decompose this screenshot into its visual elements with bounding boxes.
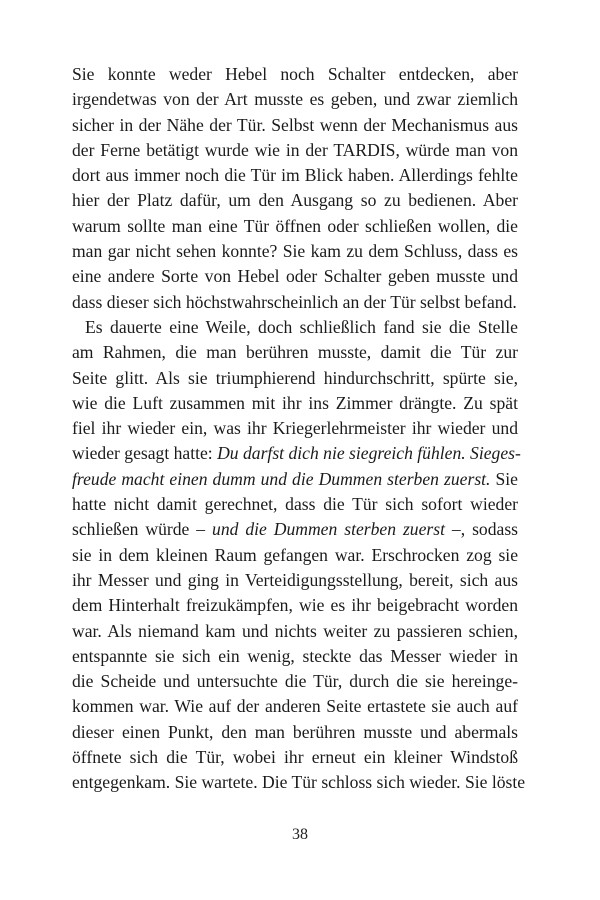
text-segment: entspannte sie sich ein wenig, steckte das Messer wieder in	[72, 645, 518, 666]
text-line	[72, 593, 518, 618]
text-line	[72, 340, 518, 365]
italic-text: und die Dummen sterben zuerst	[212, 519, 445, 540]
text-segment: man gar nicht sehen konnte? Sie kam zu dem Schluss, dass es	[72, 241, 518, 262]
italic-text: Du darfst dich nie siegreich fühlen. Sieges-	[217, 443, 521, 464]
text-segment: Es dauerte eine Weile, doch schließlich fand sie die Stelle	[85, 316, 518, 337]
text-line	[72, 214, 518, 239]
text-line	[72, 568, 518, 593]
text-line	[72, 87, 518, 112]
text-line	[72, 669, 518, 694]
text-segment: öffnete sich die Tür, wobei ihr erneut ein kleiner Windstoß	[72, 747, 518, 768]
text-segment: Sie konnte weder Hebel noch Schalter entdecken, aber	[72, 64, 518, 84]
text-line	[72, 239, 518, 264]
text-segment: –, sodass	[445, 519, 519, 540]
text-segment: wieder gesagt hatte:	[72, 443, 218, 464]
text-segment: hatte nicht damit gerechnet, dass die Tür sich sofort wieder	[72, 494, 518, 515]
body-text	[72, 62, 526, 796]
text-line	[72, 492, 518, 517]
text-segment: schließen würde –	[72, 519, 213, 540]
text-segment: sicher in der Nähe der Tür. Selbst wenn der Mechanismus aus	[72, 114, 518, 135]
text-segment: der Ferne betätigt wurde wie in der TARDIS, würde man von	[72, 139, 518, 160]
text-line	[72, 62, 518, 87]
text-segment: die Scheide und untersuchte die Tür, durch die sie hereinge-	[72, 671, 518, 692]
text-line	[72, 543, 518, 568]
text-segment: eine andere Sorte von Hebel oder Schalter geben musste und	[72, 266, 518, 287]
text-segment: dort aus immer noch die Tür im Blick haben. Allerdings fehlte	[72, 165, 518, 186]
page-number: 38	[292, 826, 308, 843]
text-line	[72, 113, 518, 138]
text-segment: fiel ihr wieder ein, was ihr Kriegerlehrmeister ihr wieder und	[72, 418, 518, 439]
text-line	[72, 441, 521, 466]
text-segment: dieser einen Punkt, den man berühren musste und abermals	[72, 721, 518, 742]
text-segment: war. Als niemand kam und nichts weiter zu passieren schien,	[72, 620, 518, 641]
text-line	[72, 163, 518, 188]
text-line	[72, 644, 518, 669]
text-line	[72, 619, 518, 644]
text-line	[72, 391, 518, 416]
italic-text: freude macht einen dumm und die Dummen sterben zuerst.	[72, 468, 491, 489]
text-segment: wie die Luft zusammen mit ihr ins Zimmer drängte. Zu spät	[72, 392, 518, 413]
text-line	[72, 366, 518, 391]
text-segment: dass dieser sich höchstwahrscheinlich an der Tür selbst befand.	[72, 291, 517, 312]
text-line	[72, 315, 518, 340]
text-segment: Sie	[490, 468, 518, 489]
text-segment: irgendetwas von der Art musste es geben, und zwar ziemlich	[72, 89, 518, 110]
text-segment: entgegenkam. Sie wartete. Die Tür schloss sich wieder. Sie löste	[72, 772, 526, 793]
text-line	[72, 138, 518, 163]
text-line	[72, 467, 518, 492]
text-segment: kommen war. Wie auf der anderen Seite ertastete sie auch auf	[72, 696, 518, 717]
text-segment: Seite glitt. Als sie triumphierend hindurchschritt, spürte sie,	[72, 367, 518, 388]
text-line	[72, 745, 518, 770]
text-segment: ihr Messer und ging in Verteidigungsstellung, bereit, sich aus	[72, 569, 518, 590]
text-line	[72, 264, 518, 289]
text-line	[72, 290, 518, 315]
text-line	[72, 188, 518, 213]
text-segment: am Rahmen, die man berühren musste, damit die Tür zur	[72, 342, 518, 363]
text-line	[72, 770, 526, 795]
text-line	[72, 694, 518, 719]
text-line	[72, 517, 518, 542]
text-segment: dem Hinterhalt freizukämpfen, wie es ihr beigebracht worden	[72, 595, 518, 616]
text-segment: sie in dem kleinen Raum gefangen war. Erschrocken zog sie	[72, 544, 518, 565]
text-line	[72, 720, 518, 745]
text-line	[72, 416, 518, 441]
text-segment: hier der Platz dafür, um den Ausgang so zu bedienen. Aber	[72, 190, 518, 211]
text-segment: warum sollte man eine Tür öffnen oder schließen wollen, die	[72, 215, 518, 236]
